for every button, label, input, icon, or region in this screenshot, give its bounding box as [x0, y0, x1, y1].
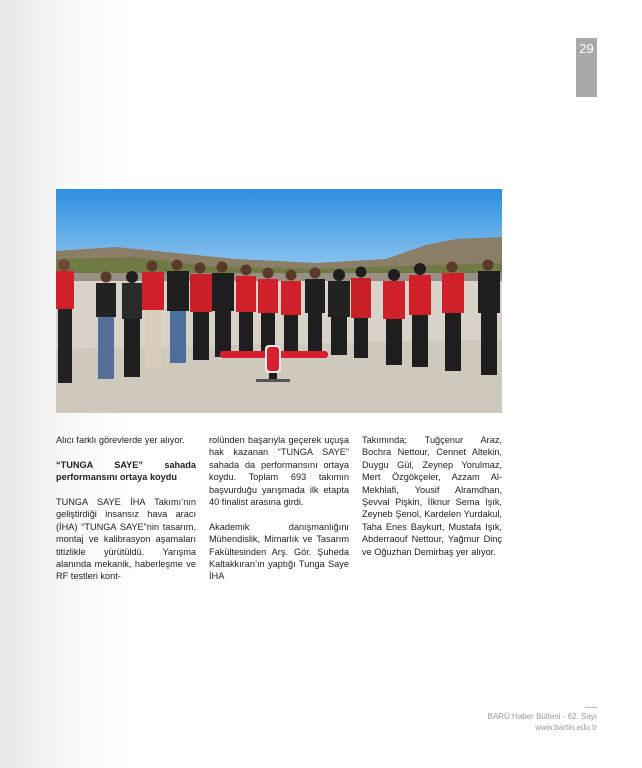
body-paragraph: Akademik danışmanlığını Mühendislik, Mimarlık ve Tasarım Fakültesinden Arş. Gör. Şuheda Kaltakkıran’ın yaptığı Tunga Saye İHA: [209, 521, 349, 582]
team-photo: [56, 189, 502, 413]
text-column-3: [362, 434, 502, 570]
text-column-1: [56, 434, 196, 595]
footer-divider: [585, 707, 597, 708]
website-link[interactable]: www.bartin.edu.tr: [535, 723, 597, 732]
team-members-paragraph: Takımında; Tuğçenur Araz, Bochra Nettour, Cennet Altekin, Duygu Gül, Zeynep Yorulmaz, Mert Özgökçeler, Azzam Al-Mekhlafi, Yousif Alramdhan, Şevval Pişkin, İlknur Sema Işık, Zeyneb Şenol, Kardelen Yurdakul, Taha Enes Baykurt, Mustafa Işık, Abderraouf Nettour, Yağmur Dinç ve Oğuzhan Demirbaş yer alıyor.: [362, 435, 502, 557]
text-column-2: [209, 434, 349, 595]
section-heading: “TUNGA SAYE” sahada performansını ortaya koydu: [56, 459, 196, 483]
bulletin-title: BARÜ Haber Bülteni - 62. Sayı: [487, 712, 597, 721]
intro-paragraph: Alıcı farklı görevlerde yer alıyor.: [56, 435, 185, 445]
page-number: 29: [576, 38, 597, 97]
body-paragraph: TUNGA SAYE İHA Takımı’nın geliştirdiği insansız hava aracı (İHA) “TUNGA SAYE”nin tasarım, montaj ve kalibrasyon aşamaları titizlikle yürütüldü. Yarışma alanında mekanik, haberleşme ve RF testleri kont-: [56, 497, 196, 582]
body-paragraph: rolünden başarıyla geçerek uçuşa hak kazanan “TUNGA SAYE” sahada da performansını ortaya koydu. Toplam 693 takımın başvurduğu yarışmada ilk etapta 40 finalist arasına girdi.: [209, 435, 349, 508]
footer: [488, 711, 597, 733]
